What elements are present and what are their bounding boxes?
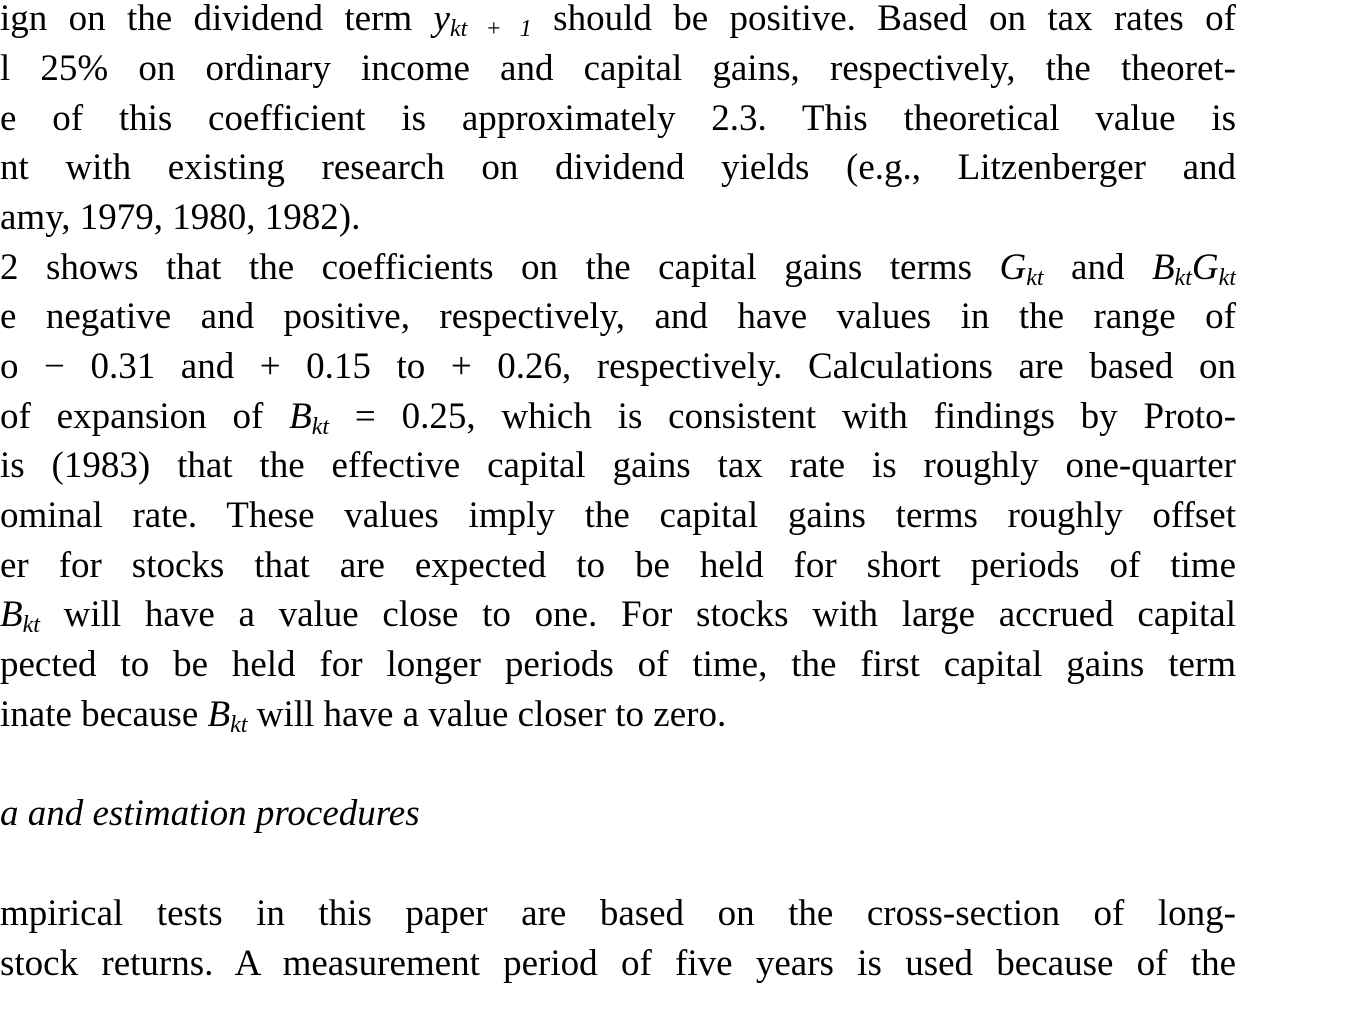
text-line-15: inate because $B_{kt}$ will have a value closer to zero. bbox=[0, 694, 727, 738]
text-line-5: amy, 1979, 1980, 1982). bbox=[0, 197, 361, 238]
text-line-14: pected to be held for longer periods of time, the first capital gains term bbox=[0, 644, 1236, 685]
text-line-9: of expansion of $B_{kt} = 0.25$, which is consistent with findings by Proto- bbox=[0, 396, 1236, 440]
text-line-17: stock returns. A measurement period of five years is used because of the bbox=[0, 943, 1236, 984]
text-line-16: mpirical tests in this paper are based on the cross-section of long- bbox=[0, 893, 1236, 934]
text-line-8: o − 0.31 and + 0.15 to + 0.26, respectively. Calculations are based on bbox=[0, 346, 1236, 387]
text-line-3: e of this coefficient is approximately 2.3. This theoretical value is bbox=[0, 98, 1236, 139]
text-line-12: er for stocks that are expected to be held for short periods of time bbox=[0, 545, 1236, 586]
text-line-10: is (1983) that the effective capital gains tax rate is roughly one-quarter bbox=[0, 445, 1236, 486]
text-line-7: e negative and positive, respectively, and have values in the range of bbox=[0, 296, 1236, 337]
text-line-1: ign on the dividend term $y_{kt + 1}$ should be positive. Based on tax rates of bbox=[0, 0, 1236, 42]
text-line-6: 2 shows that the coefficients on the capital gains terms $G_{kt}$ and $B_{kt}G_{kt}$ bbox=[0, 247, 1236, 291]
text-line-4: nt with existing research on dividend yields (e.g., Litzenberger and bbox=[0, 147, 1236, 188]
text-line-2: l 25% on ordinary income and capital gains, respectively, the theoret- bbox=[0, 48, 1236, 89]
text-line-11: ominal rate. These values imply the capital gains terms roughly offset bbox=[0, 495, 1236, 536]
section-heading: a and estimation procedures bbox=[0, 793, 420, 834]
text-line-13: $B_{kt}$ will have a value close to one. For stocks with large accrued capital bbox=[0, 594, 1236, 638]
